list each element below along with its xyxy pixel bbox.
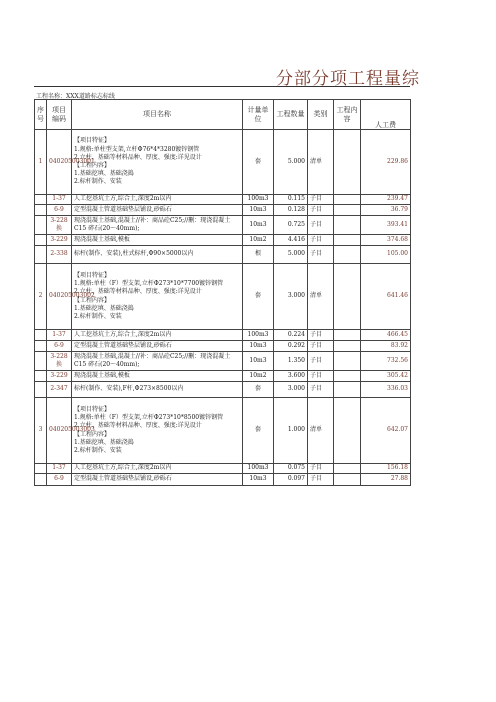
title-rule	[34, 86, 410, 87]
sub-qty	[274, 464, 308, 474]
sub-qty-value: 0.115	[287, 195, 305, 203]
sub-qty-value: 0.075	[287, 464, 305, 472]
item-feature-line: 【项目特征】	[74, 137, 111, 145]
item-features	[72, 130, 243, 195]
sub-type	[308, 474, 334, 486]
sub-content	[334, 341, 361, 352]
sub-code: 2-338	[47, 246, 72, 264]
sub-type	[308, 464, 334, 474]
sub-content	[334, 195, 361, 205]
sub-labor: 27.88	[361, 474, 411, 486]
sub-labor: 732.56	[361, 352, 411, 371]
item-feature-line: 1.基础挖填、基础浇捣	[74, 438, 134, 446]
item-labor: 229.86	[361, 130, 411, 195]
table-body	[35, 130, 411, 486]
sub-type-value: 子目	[310, 464, 323, 472]
sub-unit: 套	[243, 382, 274, 398]
header-seq: 序号	[35, 100, 47, 130]
sub-name: 人工挖基坑土方,综合土,深度2m以内	[72, 464, 243, 474]
sub-type-value: 子目	[310, 341, 323, 349]
sub-labor: 374.68	[361, 235, 411, 246]
table-row	[35, 341, 411, 352]
sub-labor: 36.79	[361, 205, 411, 216]
project-name: 工程名称：XXX道路标志标线	[36, 93, 115, 100]
sub-type	[308, 235, 334, 246]
sub-unit: 10m3	[243, 341, 274, 352]
item-feature-line: 【工程内容】	[74, 430, 111, 438]
table-row	[35, 216, 411, 235]
table-row	[35, 382, 411, 398]
sub-labor: 239.47	[361, 195, 411, 205]
sub-qty-value: 0.128	[287, 205, 305, 213]
item-code: 040205003001	[47, 130, 72, 195]
sub-qty	[274, 246, 308, 264]
table-row	[35, 205, 411, 216]
sub-code: 3-228换	[47, 352, 72, 371]
sub-code: 3-229	[47, 235, 72, 246]
sub-qty	[274, 352, 308, 371]
item-type: 清单	[308, 130, 334, 195]
sub-type	[308, 205, 334, 216]
sub-name: 人工挖基坑土方,综合土,深度2m以内	[72, 195, 243, 205]
item-feature-line: 2.标杆制作、安装	[74, 446, 122, 454]
sub-code: 2-347	[47, 382, 72, 398]
table-row	[35, 330, 411, 341]
sub-type	[308, 341, 334, 352]
table-row	[35, 195, 411, 205]
table-row	[35, 474, 411, 486]
sub-qty-value: 3.600	[287, 371, 305, 379]
sub-type	[308, 246, 334, 264]
sub-qty-value: 4.416	[287, 235, 305, 243]
sub-unit: 10m3	[243, 216, 274, 235]
item-feature-line: 2.标杆制作、安装	[74, 312, 122, 320]
sub-name: 定型混凝土管道基础垫层铺设,砂砾石	[72, 205, 243, 216]
sub-type-value: 子目	[310, 385, 323, 393]
sub-qty-value: 3.000	[287, 385, 305, 393]
sub-type-value: 子目	[310, 475, 323, 483]
list-item-row	[35, 398, 411, 464]
item-feature-line: 1.规格:单柱型支架,立杆Φ76*4*3280镀锌钢管	[74, 145, 200, 153]
sub-type	[308, 195, 334, 205]
item-labor: 641.46	[361, 264, 411, 330]
sub-seq	[35, 464, 47, 474]
item-feature-line: 1.规格:单柱（F）型支架,立杆Φ273*10*7700镀锌钢管	[74, 280, 224, 288]
sub-qty	[274, 474, 308, 486]
item-code: 040205003002	[47, 264, 72, 330]
sub-labor: 156.18	[361, 464, 411, 474]
item-features	[72, 398, 243, 464]
item-feature-line: 【工程内容】	[74, 162, 111, 169]
sub-name: 标杆(制作、安装),F杆,Φ273×8500以内	[72, 382, 243, 398]
sub-seq	[35, 195, 47, 205]
item-qty-value: 5.000	[287, 157, 305, 165]
header-labor: 人工费	[361, 100, 411, 130]
item-qty-value: 1.000	[287, 426, 305, 434]
item-qty	[274, 130, 308, 195]
sub-qty	[274, 382, 308, 398]
item-feature-line: 【工程内容】	[74, 296, 111, 304]
sub-content	[334, 246, 361, 264]
sub-qty-value: 0.292	[287, 341, 305, 349]
sub-name: 定型混凝土管道基础垫层铺设,砂砾石	[72, 341, 243, 352]
sub-qty	[274, 235, 308, 246]
sub-unit: 10m2	[243, 235, 274, 246]
sub-type-value: 子目	[310, 371, 323, 379]
item-feature-line: 【项目特征】	[74, 405, 111, 413]
sub-qty-value: 1.350	[287, 356, 305, 364]
sub-qty-value: 0.224	[287, 330, 305, 338]
sub-type-value: 子目	[310, 195, 323, 203]
sub-unit: 10m3	[243, 474, 274, 486]
sub-content	[334, 382, 361, 398]
table-row	[35, 352, 411, 371]
page-title: 分部分项工程量综	[276, 69, 420, 89]
item-content	[334, 264, 361, 330]
item-feature-line: 1.基础挖填、基础浇捣	[74, 304, 134, 312]
sub-seq	[35, 371, 47, 382]
list-item-row	[35, 130, 411, 195]
sub-code: 3-229	[47, 371, 72, 382]
sub-qty	[274, 371, 308, 382]
item-seq: 2	[35, 264, 47, 330]
sub-seq	[35, 235, 47, 246]
sub-labor: 466.45	[361, 330, 411, 341]
sub-name: 定型混凝土管道基础垫层铺设,砂砾石	[72, 474, 243, 486]
table-row	[35, 464, 411, 474]
item-feature-line: 2.立柱、基础等材料品种、厚度、强度:详见设计	[74, 288, 202, 296]
sub-labor: 105.00	[361, 246, 411, 264]
sub-unit: 100m3	[243, 330, 274, 341]
item-feature-line: 【项目特征】	[74, 271, 111, 279]
sub-qty	[274, 216, 308, 235]
sub-unit: 10m3	[243, 352, 274, 371]
sub-seq	[35, 246, 47, 264]
sub-unit: 根	[243, 246, 274, 264]
item-seq: 3	[35, 398, 47, 464]
sub-type-value: 子目	[310, 220, 323, 228]
sub-code: 1-37	[47, 195, 72, 205]
item-qty	[274, 264, 308, 330]
item-unit: 套	[243, 264, 274, 330]
sub-type-value: 子目	[310, 235, 323, 243]
sub-labor: 393.41	[361, 216, 411, 235]
item-features	[72, 264, 243, 330]
header-row	[35, 100, 411, 130]
sub-unit: 10m3	[243, 205, 274, 216]
item-feature-line: 1.规格:单柱（F）型支架,立杆Φ273*10*8500镀锌钢管	[74, 414, 224, 422]
sub-qty-value: 5.000	[287, 250, 305, 258]
sub-seq	[35, 216, 47, 235]
sub-unit: 100m3	[243, 195, 274, 205]
sub-seq	[35, 352, 47, 371]
sub-qty-value: 0.097	[287, 475, 305, 483]
item-qty	[274, 398, 308, 464]
sub-name: 标杆(制作、安装),柱式标杆,Φ90×5000以内	[72, 246, 243, 264]
item-content	[334, 130, 361, 195]
sub-code: 1-37	[47, 330, 72, 341]
sub-type	[308, 352, 334, 371]
header-unit: 计量单位	[243, 100, 274, 130]
sub-seq	[35, 205, 47, 216]
table-row	[35, 246, 411, 264]
sub-labor: 305.42	[361, 371, 411, 382]
sub-labor: 83.92	[361, 341, 411, 352]
sub-type-value: 子目	[310, 250, 323, 258]
sub-name: 现浇混凝土基础,混凝土//补：商品砼C25;//删：现浇混凝土C15 碎石(20～40mm);	[72, 216, 243, 235]
sub-name: 现浇混凝土基础,模板	[72, 235, 243, 246]
item-feature-line: 2.标杆制作、安装	[74, 178, 122, 186]
sub-name: 现浇混凝土基础,模板	[72, 371, 243, 382]
item-code: 040205003003	[47, 398, 72, 464]
sub-code: 6-9	[47, 341, 72, 352]
sub-labor: 336.03	[361, 382, 411, 398]
item-type: 清单	[308, 398, 334, 464]
item-type: 清单	[308, 264, 334, 330]
sub-qty-value: 0.725	[287, 220, 305, 228]
sub-type	[308, 216, 334, 235]
header-name: 项目名称	[72, 100, 243, 130]
sub-seq	[35, 341, 47, 352]
table-row	[35, 371, 411, 382]
sub-type-value: 子目	[310, 205, 323, 213]
table-row	[35, 235, 411, 246]
sub-type	[308, 382, 334, 398]
sub-qty	[274, 195, 308, 205]
sub-name: 现浇混凝土基础,混凝土//补：商品砼C25;//删：现浇混凝土C15 碎石(20～40mm);	[72, 352, 243, 371]
item-seq: 1	[35, 130, 47, 195]
sub-content	[334, 235, 361, 246]
sub-content	[334, 205, 361, 216]
sub-content	[334, 371, 361, 382]
sub-seq	[35, 474, 47, 486]
sub-type-value: 子目	[310, 356, 323, 364]
sub-name: 人工挖基坑土方,综合土,深度2m以内	[72, 330, 243, 341]
sub-unit: 10m2	[243, 371, 274, 382]
sub-qty	[274, 341, 308, 352]
sub-code: 1-37	[47, 464, 72, 474]
sub-seq	[35, 382, 47, 398]
header-qty: 工程数量	[274, 100, 308, 130]
sub-content	[334, 330, 361, 341]
sub-type	[308, 330, 334, 341]
sub-code: 3-228换	[47, 216, 72, 235]
item-labor: 642.07	[361, 398, 411, 464]
sub-code: 6-9	[47, 474, 72, 486]
sub-content	[334, 464, 361, 474]
sub-code: 6-9	[47, 205, 72, 216]
list-item-row	[35, 264, 411, 330]
sub-content	[334, 474, 361, 486]
sub-type	[308, 371, 334, 382]
header-type: 类别	[308, 100, 334, 130]
sub-seq	[35, 330, 47, 341]
item-feature-line: 1.基础挖填、基础浇捣	[74, 170, 134, 178]
sub-unit: 100m3	[243, 464, 274, 474]
header-code: 项目编码	[47, 100, 72, 130]
item-unit: 套	[243, 398, 274, 464]
header-content: 工程内容	[334, 100, 361, 130]
item-unit: 套	[243, 130, 274, 195]
sub-qty	[274, 205, 308, 216]
sub-qty	[274, 330, 308, 341]
sub-content	[334, 352, 361, 371]
sub-type-value: 子目	[310, 330, 323, 338]
sub-content	[334, 216, 361, 235]
item-content	[334, 398, 361, 464]
item-feature-line: 2.立柱、基础等材料品种、厚度、强度:详见设计	[74, 422, 202, 430]
quantity-table	[34, 99, 411, 486]
item-qty-value: 3.000	[287, 292, 305, 300]
item-feature-line: 2.立柱、基础等材料品种、厚度、强度:详见设计	[74, 153, 202, 161]
